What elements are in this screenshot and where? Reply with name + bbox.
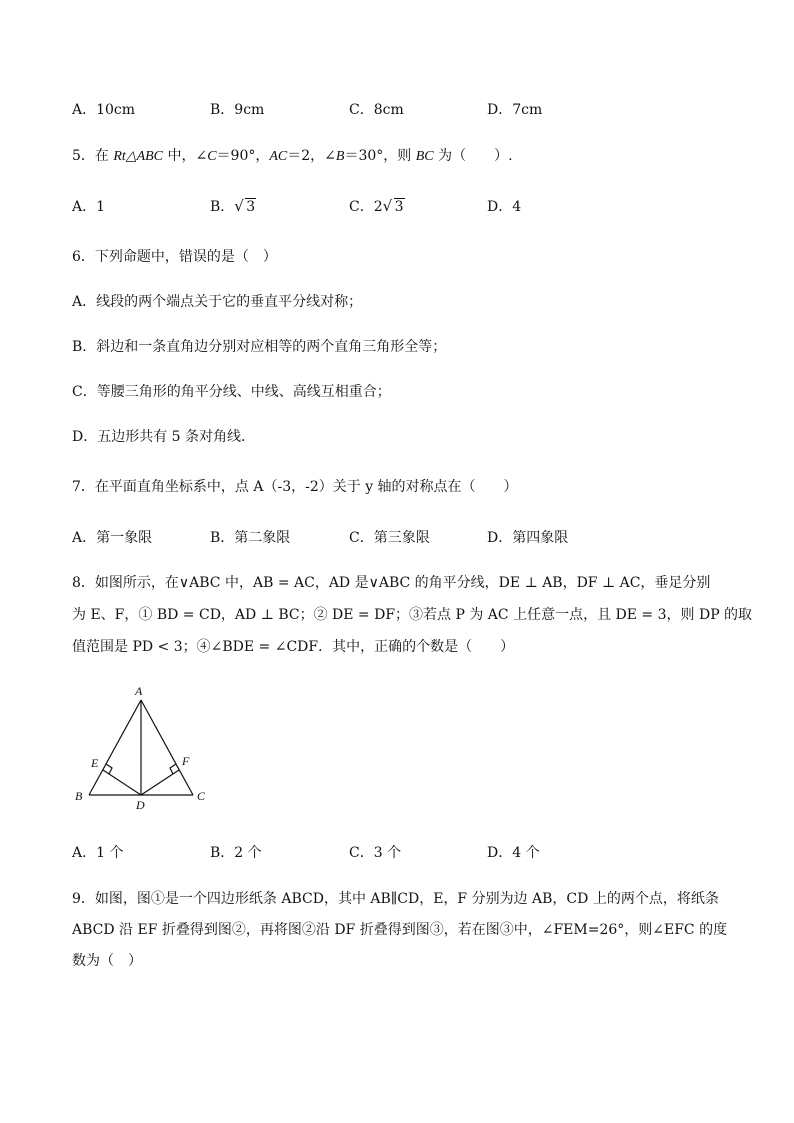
- q5-text: 5．在: [72, 148, 114, 164]
- q8-option-d: D．4 个: [487, 845, 540, 861]
- label-a: A: [135, 684, 143, 698]
- triangle-figure: [72, 682, 222, 812]
- label-e: E: [91, 756, 99, 770]
- radicand: 3: [394, 199, 404, 215]
- segment-ab: [89, 700, 141, 795]
- q9-stem-line2: ABCD 沿 EF 折叠得到图②，再将图②沿 DF 折叠得到图③，若在图③中，∠FEM=26°，则∠EFC 的度: [72, 922, 728, 938]
- q5-text: ＝90°，: [216, 148, 270, 164]
- q5-option-b-label: B．: [210, 199, 235, 215]
- q5-text: ＝30°，则: [344, 148, 416, 164]
- q6-option-b: B．斜边和一条直角边分别对应相等的两个直角三角形全等；: [72, 339, 447, 355]
- q5-option-c-label: C．2: [349, 199, 383, 215]
- q7-option-d: D．第四象限: [487, 530, 569, 546]
- q5-var: B: [335, 149, 345, 164]
- q5-triangle: Rt△ABC: [113, 149, 164, 164]
- q7-option-a: A．第一象限: [72, 530, 153, 546]
- q8-stem-line2: 为 E、F，① BD = CD，AD ⊥ BC；② DE = DF；③若点 P 为 AC 上任意一点，且 DE = 3，则 DP 的取: [72, 607, 753, 623]
- q7-option-b: B．第二象限: [210, 530, 291, 546]
- q4-option-d: D．7cm: [487, 102, 543, 118]
- q8-option-c: C．3 个: [349, 845, 402, 861]
- q5-text: 中，∠: [163, 148, 208, 164]
- q5-stem: [72, 146, 513, 167]
- q5-option-a: A．1: [72, 199, 106, 215]
- q5-var: BC: [415, 149, 434, 164]
- label-f: F: [182, 754, 190, 768]
- q4-option-c: C．8cm: [349, 102, 404, 118]
- q5-text: ＝2，∠: [287, 148, 336, 164]
- q5-var: AC: [269, 149, 288, 164]
- label-d: D: [136, 798, 145, 812]
- q5-var: C: [207, 149, 217, 164]
- segment-ac: [141, 700, 193, 795]
- q8-option-b: B．2 个: [210, 845, 262, 861]
- sqrt-symbol: [383, 197, 405, 217]
- q5-option-b: [210, 197, 256, 217]
- q7-stem: 7．在平面直角坐标系中，点 A（-3，-2）关于 y 轴的对称点在（ ）: [72, 479, 518, 495]
- radicand: 3: [246, 199, 256, 215]
- label-b: B: [75, 789, 83, 803]
- q4-option-a: A．10cm: [72, 102, 136, 118]
- q6-option-a: A．线段的两个端点关于它的垂直平分线对称；: [72, 294, 363, 310]
- q7-option-c: C．第三象限: [349, 530, 430, 546]
- q9-stem-line1: 9．如图，图①是一个四边形纸条 ABCD，其中 AB∥CD，E，F 分别为边 AB，CD 上的两个点，将纸条: [72, 891, 719, 907]
- sqrt-symbol: [234, 197, 256, 217]
- q8-stem-line3: 值范围是 PD < 3；④∠BDE = ∠CDF．其中，正确的个数是（ ）: [72, 639, 515, 655]
- q5-option-d: D．4: [487, 199, 522, 215]
- q8-option-a: A．1 个: [72, 845, 124, 861]
- q5-text: 为（ ）.: [433, 148, 513, 164]
- q6-option-d: D．五边形共有 5 条对角线．: [72, 429, 256, 445]
- q8-stem-line1: 8．如图所示，在∨ABC 中，AB = AC，AD 是∨ABC 的角平分线，DE ⊥ AB，DF ⊥ AC，垂足分别: [72, 575, 711, 591]
- q5-option-c: [349, 197, 405, 217]
- q6-stem: 6．下列命题中，错误的是（ ）: [72, 249, 277, 265]
- q4-option-b: B．9cm: [210, 102, 265, 118]
- q9-stem-line3: 数为（ ）: [72, 953, 142, 969]
- label-c: C: [197, 789, 206, 803]
- q6-option-c: C．等腰三角形的角平分线、中线、高线互相重合；: [72, 384, 391, 400]
